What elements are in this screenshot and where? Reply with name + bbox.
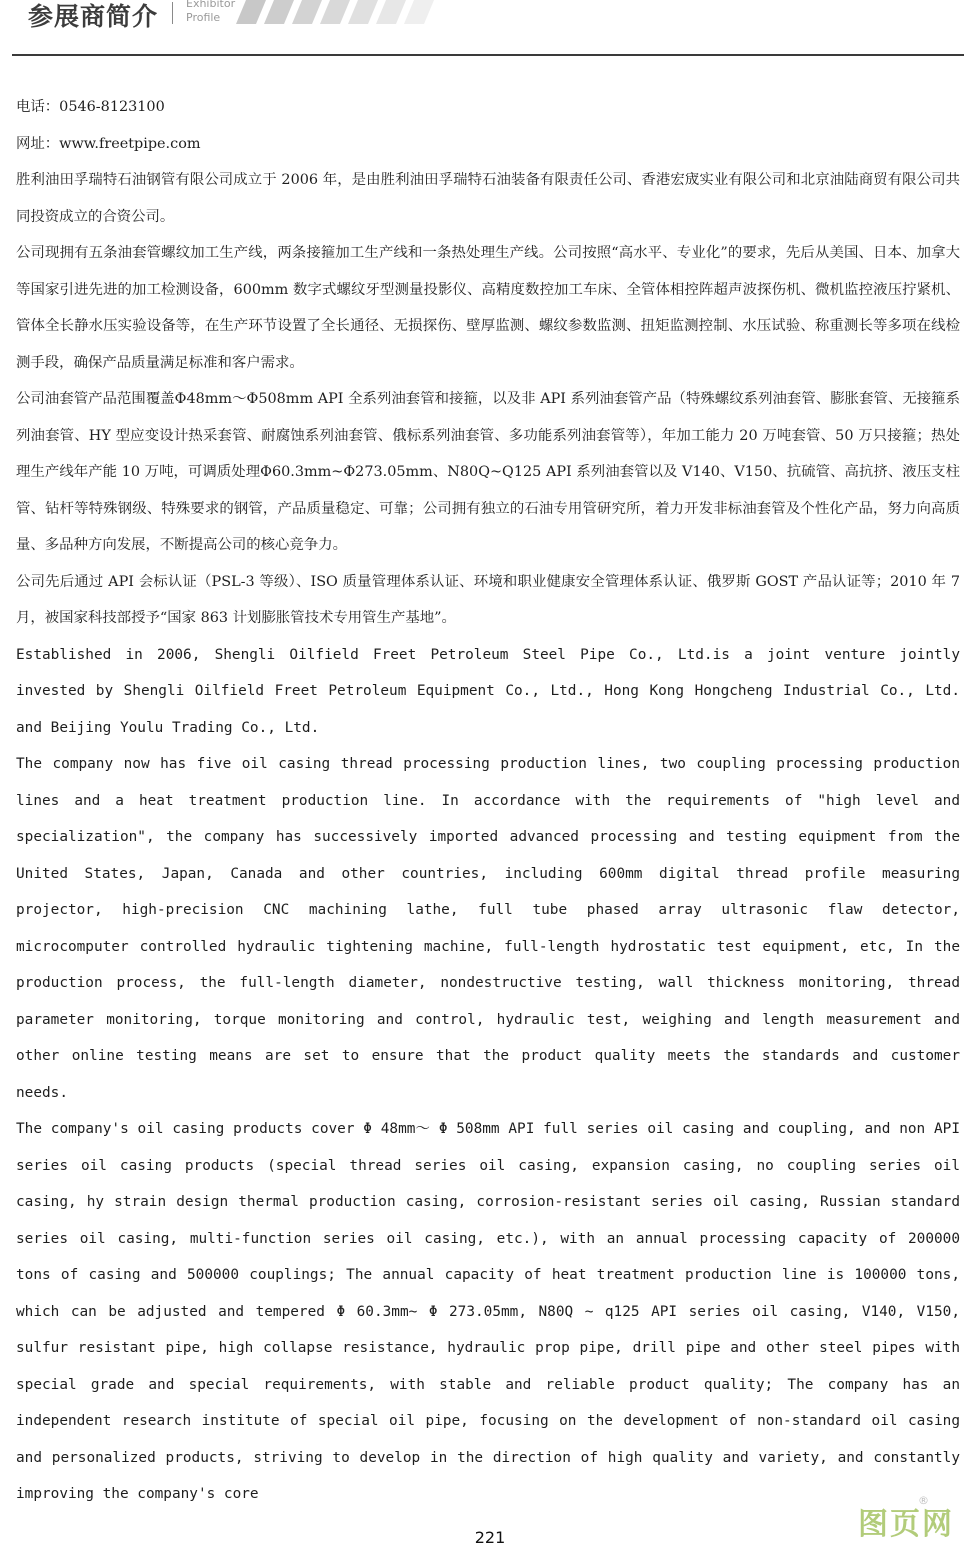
paragraph-en-1: Established in 2006, Shengli Oilfield Freet Petroleum Steel Pipe Co., Ltd.is a joint venture jointly invested by Shengli Oilfield Freet Petroleum Equipment Co., Ltd., Hong Kong Hongcheng Industrial Co., Ltd. and Beijing Youlu Trading Co., Ltd.	[16, 646, 960, 736]
paragraph-en-3: The company's oil casing products cover Φ 48mm～ Φ 508mm API full series oil casing and coupling, and non API series oil casing products (special thread series oil casing, expansion casing, no coupling series oil casing, hy strain design thermal production casing, corrosion-resistant series oil casing, Russian standard series oil casing, multi-function series oil casing, etc.), with an annual processing capacity of 200000 tons of casing and 500000 couplings; The annual capacity of heat treatment production line is 100000 tons, which can be adjusted and tempered Φ 60.3mm~ Φ 273.05mm, N80Q ~ q125 API series oil casing, V140, V150, sulfur resistant pipe, high collapse resistance, hydraulic prop pipe, drill pipe and other steel pipes with special grade and special requirements, with stable and reliable product quality; The company has an independent research institute of special oil pipe, focusing on the development of non-standard oil casing and personalized products, striving to develop in the direction of high quality and variety, and constantly improving the company's core	[16, 1121, 960, 1502]
website-line: 网址：www.freetpipe.com	[16, 135, 201, 152]
page-number: 221	[474, 1528, 506, 1547]
decorative-stripes	[236, 0, 440, 24]
section-title: 参展商简介	[28, 2, 159, 31]
header-rule	[12, 54, 964, 56]
registered-mark: ®	[918, 1494, 929, 1507]
page-header	[0, 0, 980, 60]
watermark-logo: 图页网	[858, 1507, 954, 1542]
subtitle-profile: Profile	[186, 11, 221, 24]
phone-line: 电话：0546-8123100	[16, 99, 165, 115]
paragraph-cn-1: 胜利油田孚瑞特石油钢管有限公司成立于 2006 年，是由胜利油田孚瑞特石油装备有限责任公司、香港宏宬实业有限公司和北京油陆商贸有限公司共同投资成立的合资公司。	[16, 172, 960, 225]
title-divider	[172, 2, 173, 24]
paragraph-cn-2: 公司现拥有五条油套管螺纹加工生产线，两条接箍加工生产线和一条热处理生产线。公司按照“高水平、专业化”的要求，先后从美国、日本、加拿大等国家引进先进的加工检测设备，600mm 数字式螺纹牙型测量投影仪、高精度数控加工车床、全管体相控阵超声波探伤机、微机监控液压拧紧机、管体全长静水压实验设备等，在生产环节设置了全长通径、无损探伤、壁厚监测、螺纹参数监测、扭矩监测控制、水压试验、称重测长等多项在线检测手段，确保产品质量满足标准和客户需求。	[16, 245, 960, 371]
profile-body	[16, 89, 960, 1513]
subtitle-exhibitor: Exhibitor	[186, 0, 236, 10]
paragraph-en-2: The company now has five oil casing thread processing production lines, two coupling processing production lines and a heat treatment production line. In accordance with the requirements of "high level and specialization", the company has successively imported advanced processing and testing equipment from the United States, Japan, Canada and other countries, including 600mm digital thread profile measuring projector, high-precision CNC machining lathe, full tube phased array ultrasonic flaw detector, microcomputer controlled hydraulic tightening machine, full-length hydrostatic test equipment, etc, In the production process, the full-length diameter, nondestructive testing, wall thickness monitoring, thread parameter monitoring, torque monitoring and control, hydraulic test, weighing and length measurement and other online testing means are set to ensure that the product quality meets the standards and customer needs.	[16, 756, 960, 1101]
paragraph-cn-4: 公司先后通过 API 会标认证（PSL-3 等级）、ISO 质量管理体系认证、环境和职业健康安全管理体系认证、俄罗斯 GOST 产品认证等；2010 年 7 月，被国家科技部授予“国家 863 计划膨胀管技术专用管生产基地”。	[16, 573, 960, 626]
paragraph-cn-3: 公司油套管产品范围覆盖Φ48mm～Φ508mm API 全系列油套管和接箍，以及非 API 系列油套管产品（特殊螺纹系列油套管、膨胀套管、无接箍系列油套管、HY 型应变设计热采套管、耐腐蚀系列油套管、俄标系列油套管、多功能系列油套管等），年加工能力 20 万吨套管、50 万只接箍；热处理生产线年产能 10 万吨，可调质处理Φ60.3mm~Φ273.05mm、N80Q~Q125 API 系列油套管以及 V140、V150、抗硫管、高抗挤、液压支柱管、钻杆等特殊钢级、特殊要求的钢管，产品质量稳定、可靠；公司拥有独立的石油专用管研究所，着力开发非标油套管及个性化产品，努力向高质量、多品种方向发展，不断提高公司的核心竞争力。	[16, 391, 960, 553]
